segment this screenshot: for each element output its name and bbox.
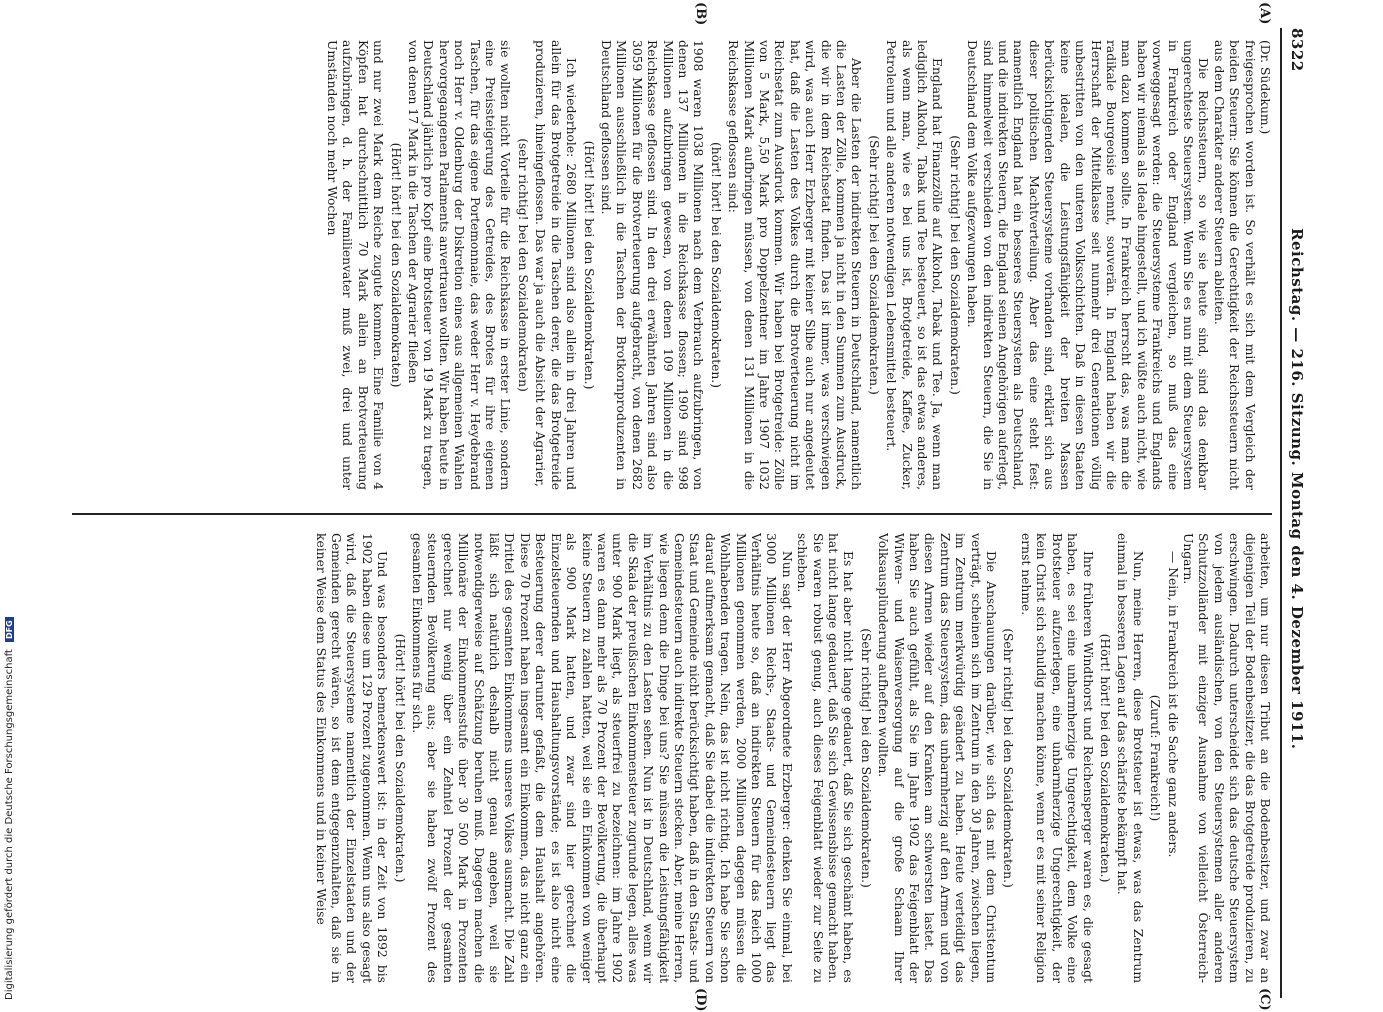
paragraph: Und was besonders bemerkenswert ist: in der Zeit von 1892 bis 1902 haben diese um 129 Prozent zugenommen. Wenn uns also gesagt wird, daß die Steuersysteme namentlich der Einzelstaaten und der Gemeinden gerecht wären, so ist dem entgegenzuhalten, daß sie in keiner Weise dem Status des Einkommens und in keiner Weise	[313, 533, 390, 983]
paragraph: und nur zwei Mark dem Reiche zugute kommen. Eine Familie von 4 Köpfen hat durchschnittlich 70 Mark allein an Brotverteuerung aufzubringen, d. h. der Familienvater muß zwei, drei und unter Umständen noch mehr Wochen	[325, 40, 386, 490]
interjection: (Hört! hört! bei den Sozialdemokraten.)	[1097, 633, 1112, 883]
paragraph: Ihre früheren Windthorst und Reichensperger waren es, die gesagt haben, es sei eine unbarmherzige Ungerechtigkeit, dem Volke eine Brotsteuer aufzuerlegen, eine unbarmherzige Ungerechtigkeit, der kein Christ sich schuldig machen könne, wenn er es mit seiner Religion ernst nehme.	[1018, 533, 1095, 983]
paragraph: Aber die Lasten der indirekten Steuern in Deutschland, namentlich die Lasten der Zölle, kommen ja nicht in den Summen zum Ausdruck, die wir in dem Reichsetat finden. Das ist immer, was verschwiegen wird, was auch Herr Erzberger mit keiner Silbe auch nur angedeutet hat, daß die Lasten des Volkes durch die Brotverteuerung nicht im Reichsetat zum Ausdruck kommen. Wir haben bei Brotgetreide: Zölle von 5 Mark, 5,50 Mark pro Doppelzentner im Jahre 1907 1032 Millionen Mark aufbringen müssen, von denen 131 Millionen in die Reichskasse geflossen sind:	[726, 40, 864, 490]
paragraph: England hat Finanzzölle auf Alkohol, Tabak und Tee. Ja, wenn man lediglich Alkohol, Tabak und Tee besteuert, so ist das etwas anderes, als wenn man, wie es bei uns ist, Brotgetreide, Kaffee, Zucker, Petroleum und alle anderen notwendigen Lebensmittel besteuert.	[884, 40, 945, 490]
digitization-credit	[4, 0, 20, 1000]
page-title: Reichstag. — 216. Sitzung. Montag den 4. Dezember 1911.	[1288, 228, 1306, 750]
margin-mark-a: (A)	[1257, 2, 1272, 25]
paragraph: freigesprochen worden ist. So verhält es sich mit dem Vergleich der beiden Steuern: Sie können die Gerechtigkeit der Reichssteuern nicht aus dem Charakter anderer Steuern ableiten.	[1211, 40, 1257, 490]
margin-mark-d: (D)	[693, 988, 708, 1012]
paragraph: Es hat aber nicht lange gedauert, daß Sie sich geschämt haben, es hat nicht lange gedauert, daß Sie sich Gewissensbisse gemacht haben. Sie waren robust genug, auch dieses Feigenblatt wieder zur Seite zu schieben.	[795, 533, 856, 983]
interjection: (Hört! hört! bei den Sozialdemokraten.)	[392, 633, 407, 883]
right-text-column	[72, 533, 1272, 983]
interjection: (Hört! hört! bei den Sozialdemokraten.)	[581, 140, 596, 390]
interjection: (Hört! hört! bei den Sozialdemokraten)	[388, 142, 403, 388]
paragraph: sie wollten nicht Vorteile für die Reichskasse in erster Linie, sondern eine Preissteigerung des Getreides, des Brotes für ihre eigenen Taschen, für das eigene Portemonnaie, das weder Herr v. Heydebrand noch Herr v. Oldenburg der Diskretion eines aus allgemeinen Wahlen hervorgegangenen Parlaments anvertrauen wollten. Wir haben heute in Deutschland jährlich pro Kopf eine Brotsteuer von 19 Mark zu tragen, von denen 17 Mark in die Taschen der Agrarier fließen	[406, 40, 513, 490]
paragraph: Die Reichssteuern, so wie sie heute sind, sind das denkbar ungerechteste Steuersystem. Wenn Sie es nun mit dem Steuersystem in Frankreich oder England vergleichen, so muß das eine vorweggesagt werden: die Steuersysteme Frankreichs und Englands haben wir niemals als Ideale hingestellt, und ich wüßte auch nicht, wie man dazu kommen sollte. In Frankreich herrscht das, was man die radikale Bourgeoisie nennt, souverän. In England haben wir die Herrschaft der Mittelklasse seit nunmehr drei Generationen völlig unbestritten von den unteren Volksschichten. Daß in diesen Staaten keine idealen, die Leistungsfähigkeit der breiten Massen berücksichtigenden Steuersysteme vorhanden sind, erklärt sich aus dieser politischen Machtverteilung. Aber das eine steht fest: namentlich England hat ein besseres Steuersystem als Deutschland, und die indirekten Steuern, die England seinen Angehörigen auferlegt, sind himmelweit verschieden von den indirekten Steuern, die Sie in Deutschland dem Volke aufgezwungen haben.	[965, 40, 1211, 490]
paragraph: arbeiten, um nur diesen Tribut an die Bodenbesitzer, und zwar an diejenigen Teil der Bodenbesitzer, die das Brotgetreide produzieren, zu erschwingen. Dadurch unterscheidet sich das deutsche Steuersystem von jedem ausländischen, von den Steuersystemen aller anderen Schutzzolländer mit einziger Ausnahme von vielleicht Österreich-Ungarn.	[1180, 533, 1272, 983]
rotated-document-page	[48, 2, 1308, 1012]
interjection: (Sehr richtig! bei den Sozialdemokraten.)	[858, 628, 873, 888]
page-number: 8322	[1288, 28, 1306, 72]
margin-mark-c: (C)	[1257, 988, 1272, 1011]
page-header	[1282, 28, 1308, 998]
paragraph: Ich wiederhole: 2680 Millionen sind also allein in drei Jahren und allein für das Brotgetreide in die Taschen derer, die das Brotgetreide produzieren, hineingeflossen. Das war ja auch die Absicht der Agrarier,	[533, 40, 579, 490]
margin-mark-b: (B)	[693, 2, 708, 26]
paragraph: Nun sagt der Herr Abgeordnete Erzberger: denken Sie einmal, bei 3000 Millionen Reichs-, Staats- und Gemeindesteuern liegt das Verhältnis heute so, daß an indirekten Steuern für das Reich 1000 Millionen genommen werden, 2000 Millionen dagegen müssen die Wohlhabenden tragen. Nein, das ist nicht richtig. Ich habe Sie schon darauf aufmerksam gemacht, daß Sie dabei die indirekten Steuern von Staat und Gemeinde nicht berücksichtigt haben, daß in den Staats- und Gemeindesteuern auch indirekte Steuern stecken. Aber, meine Herren, wie liegen denn die Dinge bei uns? Sie müssen die Leistungsfähigkeit im Verhältnis zu den Lasten sehen. Nun ist in Deutschland, wenn wir die Skala der preußischen Einkommensteuer zugrunde legen, alles was unter 900 Mark liegt, als steuerfrei zu bezeichnen: im Jahre 1902 waren es dann mehr als 70 Prozent der Bevölkerung, die überhaupt keine Steuern zu zahlen hatten, weil sie ein Einkommen von weniger als 900 Mark hatten, und zwar sind hier gerechnet die Einzelsteuernden und Haushaltungsvorstände; es ist also nicht eine Besteuerung derer darunter gefaßt, die dem Haushalt angehören. Diese 70 Prozent haben insgesamt ein Einkommen, das nicht ganz ein Drittel des gesamten Einkommens unseres Volkes ausmacht. Die Zahl läßt sich natürlich deshalb nicht genau angeben, weil sie notwendigerweise auf Schätzung beruhen muß. Dagegen machen die Millionäre der Einkommensstufe über 30 500 Mark in Prozenten gerechnet nur wenig über ein Zehntel Prozent der gesamten steuernden Bevölkerung aus; aber sie haben zwölf Prozent des gesamten Einkommens für sich.	[410, 533, 794, 983]
interjection: (sehr richtig! bei den Sozialdemokraten)	[515, 138, 530, 392]
interjection: (Zuruf: Frankreich!)	[1148, 694, 1163, 822]
interjection: (Sehr richtig! bei den Sozialdemokraten.)	[1001, 628, 1016, 888]
interjection: (Sehr richtig! bei den Sozialdemokraten.)	[866, 135, 881, 395]
paragraph: Nun, meine Herren, diese Brotsteuer ist etwas, was das Zentrum einmal in besseren Lagen auf das schärfste bekämpft hat.	[1115, 533, 1145, 983]
left-text-column	[72, 40, 1272, 490]
credit-text: Digitalisierung gefördert durch die Deutsche Forschungsgemeinschaft	[4, 649, 15, 1000]
paragraph: — Nein, in Frankreich ist die Sache ganz anders.	[1165, 551, 1180, 858]
header-rule	[1280, 28, 1282, 998]
dfg-logo: DFG	[5, 617, 14, 642]
column-divider	[72, 513, 1272, 515]
paragraph: Die Anschauungen darüber, wie sich das mit dem Christentum verträgt, scheinen sich im Zentrum in den 30 Jahren, zwischen liegen, im Zentrum merkwürdig geändert zu haben. Heute verteidigt das Zentrum das Steuersystem, das unbarmherzig auf den Armen und von diesen Armen wieder auf den Kranken am schwersten lastet. Das haben Sie auch gefühlt, als Sie im Jahre 1902 das Feigenblatt der Witwen- und Waisenversorgung auf die große Schaam Ihrer Volksausplünderung aufheften wollten.	[876, 533, 999, 983]
interjection: (Sehr richtig! bei den Sozialdemokraten.)	[947, 135, 962, 395]
paragraph: 1908 waren 1038 Millionen nach dem Verbrauch aufzubringen, von denen 137 Millionen in die Reichskasse flossen; 1909 sind 998 Millionen aufzubringen gewesen, von denen 109 Millionen in die Reichskasse geflossen sind. In den drei erwähnten Jahren sind also 3059 Millionen für die Brotverteuerung aufgebracht, von denen 2682 Millionen ausschließlich in die Taschen der Brotkornproduzenten in Deutschland geflossen sind.	[598, 40, 706, 490]
speaker-name: (Dr. Südekum.)	[1258, 40, 1272, 135]
interjection: (hört! hört! bei den Sozialdemokraten.)	[708, 142, 723, 388]
